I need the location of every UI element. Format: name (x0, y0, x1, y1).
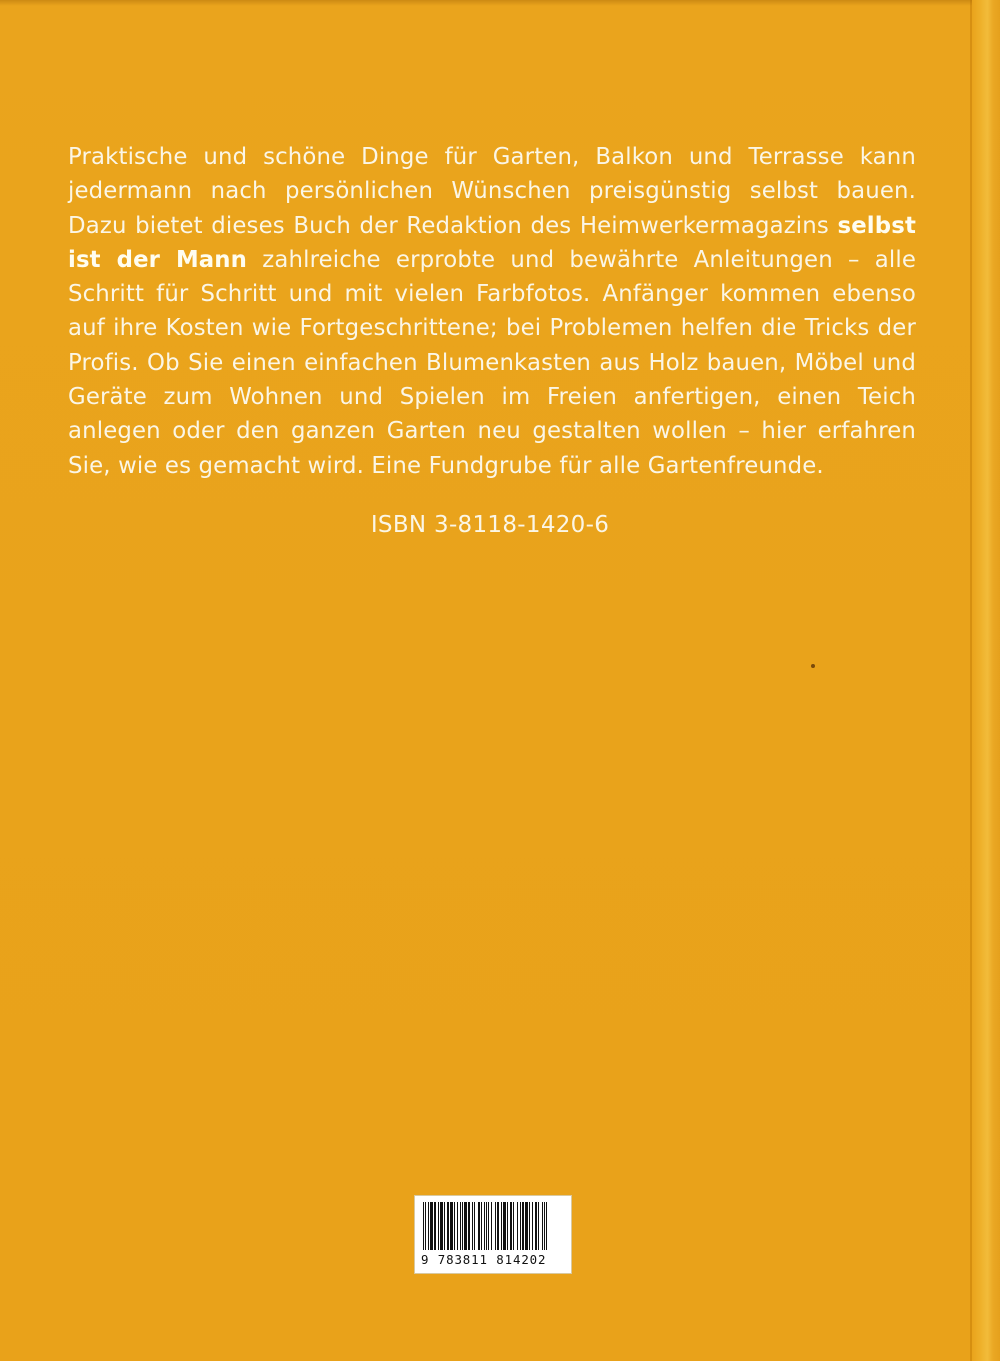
barcode-bar (454, 1202, 455, 1250)
barcode-digits: 9 783811 814202 (421, 1252, 547, 1267)
barcode-bar (497, 1202, 499, 1250)
barcode-bar (447, 1202, 449, 1250)
barcode-bar (538, 1202, 539, 1250)
barcode-bar (517, 1202, 518, 1250)
barcode-bar (434, 1202, 436, 1250)
barcode-bar (468, 1202, 470, 1250)
barcode-bar (450, 1202, 453, 1250)
barcode-bar (488, 1202, 489, 1250)
barcode-bar (520, 1202, 521, 1250)
barcode-bar (503, 1202, 506, 1250)
barcode-bar (481, 1202, 482, 1250)
barcode-bar (501, 1202, 502, 1250)
barcode-label (414, 1195, 572, 1274)
barcode-bar (464, 1202, 467, 1250)
barcode-bar (522, 1202, 524, 1250)
barcode-bar (460, 1202, 461, 1250)
barcode-bar (486, 1202, 487, 1250)
isbn-label: ISBN 3-8118-1420-6 (370, 512, 610, 538)
barcode-bar (535, 1202, 537, 1250)
spine-edge (972, 0, 1000, 1361)
barcode-bar (428, 1202, 429, 1250)
barcode-bar (430, 1202, 433, 1250)
barcode-bar (438, 1202, 439, 1250)
barcode-bar (440, 1202, 443, 1250)
barcode-bar (525, 1202, 528, 1250)
barcode-bar (478, 1202, 480, 1250)
cover-blurb (68, 140, 916, 483)
barcode-bar (474, 1202, 475, 1250)
blurb-text-part1: Praktische und schöne Dinge für Garten, Balkon und Terrasse kann jedermann nach persönlichen Wünschen preisgünstig selbst bauen. Dazu bietet dieses Buch der Redaktion des Heimwerkermagazins (68, 144, 916, 239)
barcode-bar (425, 1202, 426, 1250)
barcode-bar (513, 1202, 514, 1250)
barcode-bar (546, 1202, 547, 1250)
barcode-bar (491, 1202, 492, 1250)
barcode-bar (423, 1202, 424, 1250)
barcode-icon (421, 1202, 567, 1252)
barcode-bar (457, 1202, 458, 1250)
barcode-bar (462, 1202, 463, 1250)
magazine-name: selbst ist der Mann (68, 212, 916, 273)
barcode-bar (444, 1202, 445, 1250)
cover-speck (811, 664, 815, 668)
blurb-text-part2: zahlreiche erprobte und bewährte Anleitungen – alle Schritt für Schritt und mit vielen Farbfotos. Anfänger kommen ebenso auf ihre Kosten wie Fortgeschrittene; bei Problemen helfen die Tricks der Profis. Ob Sie einen einfachen Blumenkasten aus Holz bauen, Möbel und Geräte zum Wohnen und Spielen im Freien anfertigen, einen Teich anlegen oder den ganzen Garten neu gestalten wollen – hier erfahren Sie, wie es gemacht wird. Eine Fundgrube für alle Gartenfreunde. (68, 246, 916, 479)
barcode-bar (495, 1202, 496, 1250)
barcode-bar (484, 1202, 485, 1250)
barcode-bar (507, 1202, 508, 1250)
barcode-bar (472, 1202, 473, 1250)
barcode-bar (532, 1202, 533, 1250)
barcode-bar (542, 1202, 543, 1250)
barcode-bar (544, 1202, 545, 1250)
barcode-bar (529, 1202, 530, 1250)
barcode-bar (510, 1202, 512, 1250)
